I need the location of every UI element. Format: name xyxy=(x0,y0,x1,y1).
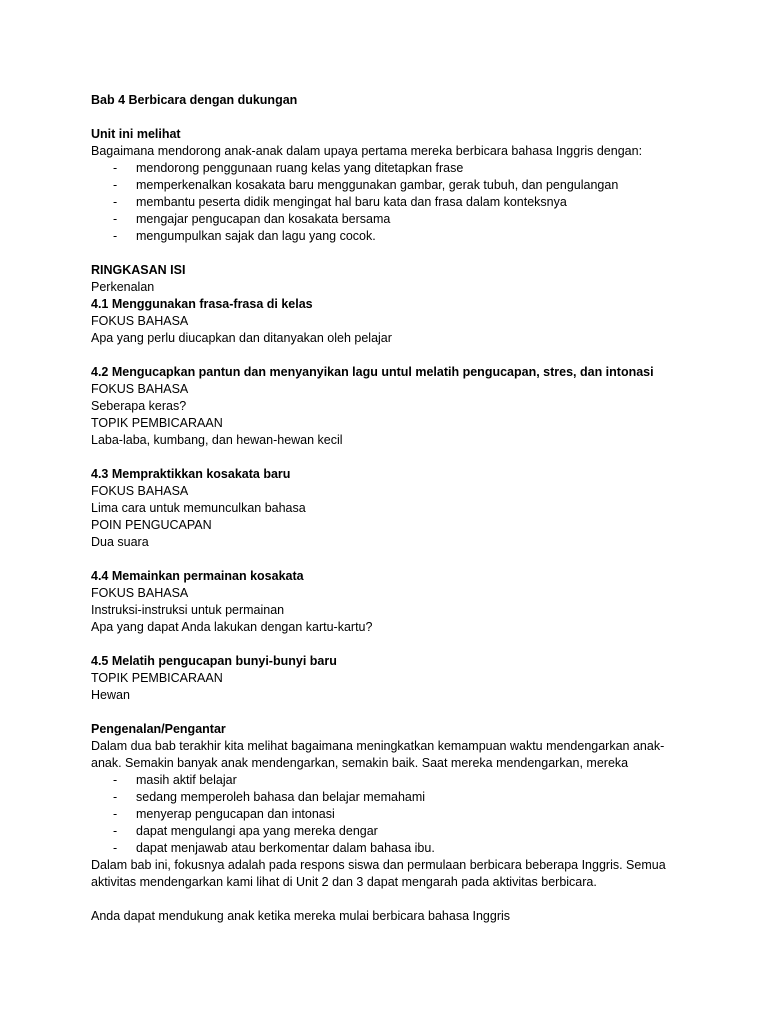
list-item-text: dapat menjawab atau berkomentar dalam bahasa ibu. xyxy=(136,841,435,855)
section-title: 4.4 Memainkan permainan kosakata xyxy=(91,569,304,583)
spacer xyxy=(91,551,691,568)
spacer xyxy=(91,704,691,721)
section-line: TOPIK PEMBICARAAN xyxy=(91,416,223,430)
section-line: FOKUS BAHASA xyxy=(91,484,189,498)
list-item xyxy=(91,160,691,177)
bullet-mark: - xyxy=(113,841,118,855)
list-item-text: dapat mengulangi apa yang mereka dengar xyxy=(136,824,378,838)
spacer xyxy=(91,449,691,466)
list-item xyxy=(91,228,691,245)
spacer xyxy=(91,347,691,364)
section-line: Hewan xyxy=(91,688,130,702)
bullet-mark: - xyxy=(113,161,118,175)
unit-heading: Unit ini melihat xyxy=(91,127,181,141)
list-item xyxy=(91,823,691,840)
list-item-text: membantu peserta didik mengingat hal baru kata dan frasa dalam konteksnya xyxy=(136,195,567,209)
list-item-text: masih aktif belajar xyxy=(136,773,237,787)
list-item-text: mengumpulkan sajak dan lagu yang cocok. xyxy=(136,229,376,243)
list-item xyxy=(91,772,691,789)
section-line: Laba-laba, kumbang, dan hewan-hewan kecil xyxy=(91,433,343,447)
list-item-text: mendorong penggunaan ruang kelas yang ditetapkan frase xyxy=(136,161,464,175)
list-item-text: sedang memperoleh bahasa dan belajar memahami xyxy=(136,790,426,804)
closing-line: Anda dapat mendukung anak ketika mereka mulai berbicara bahasa Inggris xyxy=(91,909,511,923)
spacer xyxy=(91,636,691,653)
bullet-mark: - xyxy=(113,824,118,838)
list-item-text: memperkenalkan kosakata baru menggunakan gambar, gerak tubuh, dan pengulangan xyxy=(136,178,619,192)
section-line: POIN PENGUCAPAN xyxy=(91,518,212,532)
section-title: 4.2 Mengucapkan pantun dan menyanyikan lagu untul melatih pengucapan, stres, dan intonasi xyxy=(91,365,654,379)
spacer xyxy=(91,245,691,262)
section-line: Seberapa keras? xyxy=(91,399,187,413)
bullet-mark: - xyxy=(113,790,118,804)
section-title: 4.3 Mempraktikkan kosakata baru xyxy=(91,467,291,481)
focus-paragraph-line: aktivitas mendengarkan kami lihat di Unit 2 dan 3 dapat mengarah pada aktivitas berbicara. xyxy=(91,875,597,889)
list-item xyxy=(91,211,691,228)
list-item xyxy=(91,789,691,806)
bullet-mark: - xyxy=(113,229,118,243)
bullet-mark: - xyxy=(113,195,118,209)
bullet-mark: - xyxy=(113,773,118,787)
section-line: Apa yang perlu diucapkan dan ditanyakan oleh pelajar xyxy=(91,331,392,345)
section-line: Instruksi-instruksi untuk permainan xyxy=(91,603,285,617)
list-item xyxy=(91,194,691,211)
intro-paragraph-line: Dalam dua bab terakhir kita melihat bagaimana meningkatkan kemampuan waktu mendengarkan anak- xyxy=(91,739,665,753)
section-line: Lima cara untuk memunculkan bahasa xyxy=(91,501,306,515)
list-item-text: mengajar pengucapan dan kosakata bersama xyxy=(136,212,391,226)
section-title: 4.1 Menggunakan frasa-frasa di kelas xyxy=(91,297,313,311)
bullet-mark: - xyxy=(113,178,118,192)
summary-intro: Perkenalan xyxy=(91,280,155,294)
spacer xyxy=(91,891,691,908)
document-body xyxy=(91,92,691,925)
section-line: Apa yang dapat Anda lakukan dengan kartu-kartu? xyxy=(91,620,373,634)
summary-heading: RINGKASAN ISI xyxy=(91,263,186,277)
section-title: 4.5 Melatih pengucapan bunyi-bunyi baru xyxy=(91,654,337,668)
bullet-mark: - xyxy=(113,212,118,226)
section-line: FOKUS BAHASA xyxy=(91,314,189,328)
intro-paragraph-line: anak. Semakin banyak anak mendengarkan, semakin baik. Saat mereka mendengarkan, mereka xyxy=(91,756,629,770)
section-line: FOKUS BAHASA xyxy=(91,586,189,600)
focus-paragraph-line: Dalam bab ini, fokusnya adalah pada respons siswa dan permulaan berbicara beberapa Inggris. Semua xyxy=(91,858,666,872)
list-item xyxy=(91,177,691,194)
section-line: FOKUS BAHASA xyxy=(91,382,189,396)
section-line: TOPIK PEMBICARAAN xyxy=(91,671,223,685)
bullet-mark: - xyxy=(113,807,118,821)
unit-intro: Bagaimana mendorong anak-anak dalam upaya pertama mereka berbicara bahasa Inggris dengan: xyxy=(91,144,643,158)
chapter-title: Bab 4 Berbicara dengan dukungan xyxy=(91,93,298,107)
intro-points-list xyxy=(91,772,691,857)
list-item-text: menyerap pengucapan dan intonasi xyxy=(136,807,335,821)
section-line: Dua suara xyxy=(91,535,149,549)
intro-heading: Pengenalan/Pengantar xyxy=(91,722,226,736)
spacer xyxy=(91,109,691,126)
unit-points-list xyxy=(91,160,691,245)
list-item xyxy=(91,806,691,823)
list-item xyxy=(91,840,691,857)
